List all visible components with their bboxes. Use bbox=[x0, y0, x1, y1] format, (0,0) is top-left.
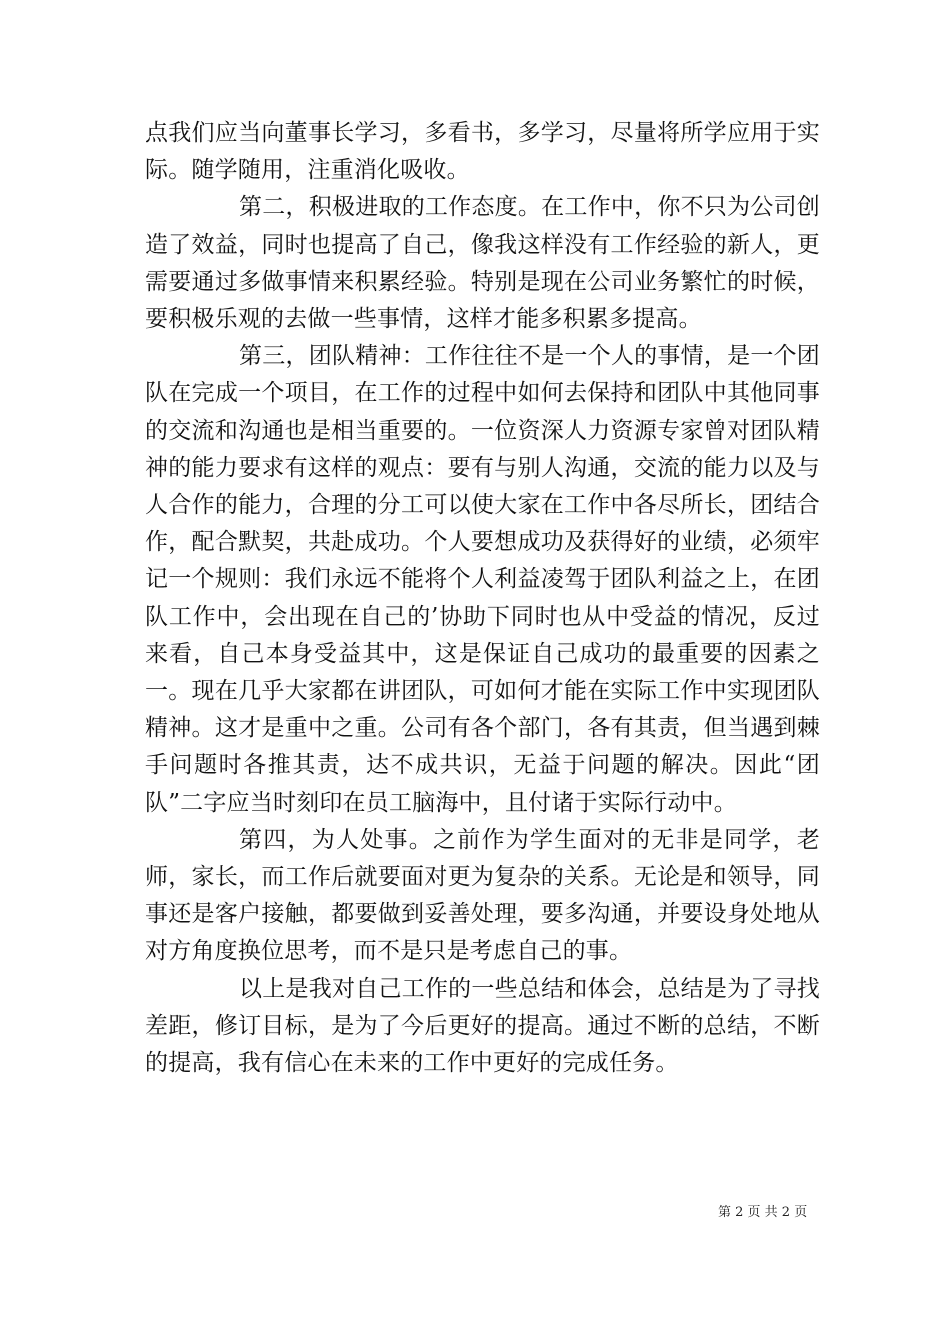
paragraph-1: 点我们应当向董事长学习，多看书，多学习，尽量将所学应用于实际。随学随用，注重消化吸收。 bbox=[145, 120, 820, 184]
paragraph-2: 第二，积极进取的工作态度。在工作中，你不只为公司创造了效益，同时也提高了自己，像我这样没有工作经验的新人，更需要通过多做事情来积累经验。特别是现在公司业务繁忙的时候，要积极乐观的去做一些事情，这样才能多积累多提高。 bbox=[145, 194, 820, 333]
paragraph-5: 以上是我对自己工作的一些总结和体会，总结是为了寻找差距，修订目标，是为了今后更好的提高。通过不断的总结，不断的提高，我有信心在未来的工作中更好的完成任务。 bbox=[145, 975, 820, 1077]
paragraph-3: 第三，团队精神：工作往往不是一个人的事情，是一个团队在完成一个项目，在工作的过程中如何去保持和团队中其他同事的交流和沟通也是相当重要的。一位资深人力资源专家曾对团队精神的能力要求有这样的观点：要有与别人沟通，交流的能力以及与人合作的能力，合理的分工可以使大家在工作中各尽所长，团结合作，配合默契，共赴成功。个人要想成功及获得好的业绩，必须牢记一个规则：我们永远不能将个人利益凌驾于团队利益之上，在团队工作中，会出现在自己的’协助下同时也从中受益的情况，反过来看，自己本身受益其中，这是保证自己成功的最重要的因素之一。现在几乎大家都在讲团队，可如何才能在实际工作中实现团队精神。这才是重中之重。公司有各个部门，各有其责，但当遇到棘手问题时各推其责，达不成共识，无益于问题的解决。因此“团队”二字应当时刻印在员工脑海中，且付诸于实际行动中。 bbox=[145, 343, 820, 816]
paragraph-4: 第四，为人处事。之前作为学生面对的无非是同学，老师，家长，而工作后就要面对更为复杂的关系。无论是和领导，同事还是客户接触，都要做到妥善处理，要多沟通，并要设身处地从对方角度换位思考，而不是只是考虑自己的事。 bbox=[145, 826, 820, 965]
page-number-footer: 第 2 页 共 2 页 bbox=[718, 1205, 808, 1220]
document-body bbox=[145, 115, 820, 1082]
